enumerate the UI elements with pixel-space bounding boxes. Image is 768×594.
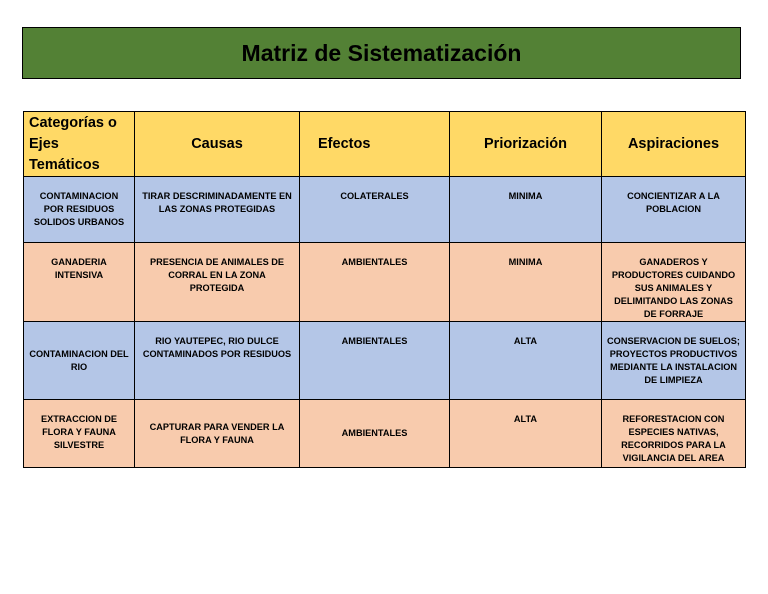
header-categorias: Categorías o Ejes Temáticos [24, 112, 135, 177]
cell-aspiracion: CONSERVACION DE SUELOS; PROYECTOS PRODUCTIVOS MEDIANTE LA INSTALACION DE LIMPIEZA [602, 322, 746, 400]
cell-efecto: AMBIENTALES [300, 322, 450, 400]
cell-causa: PRESENCIA DE ANIMALES DE CORRAL EN LA ZONA PROTEGIDA [135, 243, 300, 322]
header-causas: Causas [135, 112, 300, 177]
cell-causa: CAPTURAR PARA VENDER LA FLORA Y FAUNA [135, 400, 300, 468]
header-priorizacion: Priorización [450, 112, 602, 177]
page-title: Matriz de Sistematización [241, 39, 522, 66]
header-row [24, 112, 746, 177]
cell-priorizacion: MINIMA [450, 177, 602, 243]
title-banner [22, 27, 741, 79]
cell-categoria: CONTAMINACION POR RESIDUOS SOLIDOS URBANOS [24, 177, 135, 243]
cell-aspiracion: REFORESTACION CON ESPECIES NATIVAS, RECORRIDOS PARA LA VIGILANCIA DEL AREA [602, 400, 746, 468]
cell-efecto: AMBIENTALES [300, 400, 450, 468]
table-row [24, 243, 746, 322]
cell-aspiracion: GANADEROS Y PRODUCTORES CUIDANDO SUS ANIMALES Y DELIMITANDO LAS ZONAS DE FORRAJE [602, 243, 746, 322]
table-row [24, 400, 746, 468]
cell-categoria: GANADERIA INTENSIVA [24, 243, 135, 322]
cell-causa: TIRAR DESCRIMINADAMENTE EN LAS ZONAS PROTEGIDAS [135, 177, 300, 243]
cell-causa: RIO YAUTEPEC, RIO DULCE CONTAMINADOS POR RESIDUOS [135, 322, 300, 400]
cell-aspiracion: CONCIENTIZAR A LA POBLACION [602, 177, 746, 243]
systematization-matrix [23, 111, 746, 468]
cell-categoria: CONTAMINACION DEL RIO [24, 322, 135, 400]
cell-efecto: AMBIENTALES [300, 243, 450, 322]
cell-categoria: EXTRACCION DE FLORA Y FAUNA SILVESTRE [24, 400, 135, 468]
header-aspiraciones: Aspiraciones [602, 112, 746, 177]
cell-priorizacion: ALTA [450, 400, 602, 468]
cell-priorizacion: ALTA [450, 322, 602, 400]
cell-priorizacion: MINIMA [450, 243, 602, 322]
cell-efecto: COLATERALES [300, 177, 450, 243]
header-efectos: Efectos [300, 112, 450, 177]
table-row [24, 322, 746, 400]
table-row [24, 177, 746, 243]
